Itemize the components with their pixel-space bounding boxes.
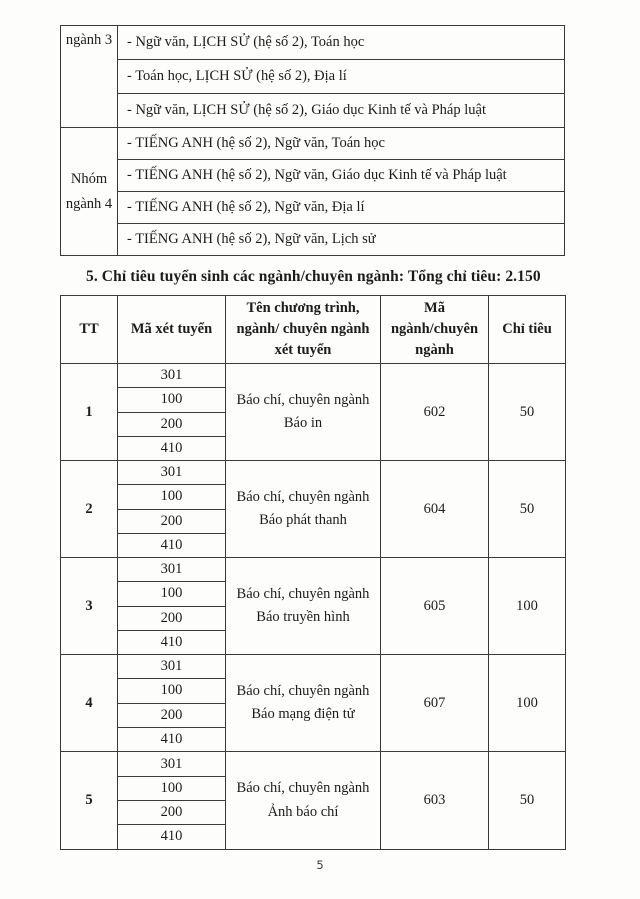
admission-code: 100 [118, 388, 225, 412]
admission-code: 100 [118, 679, 225, 703]
program-name-cell: Báo chí, chuyên ngành Ảnh báo chí [226, 752, 381, 850]
admission-code: 301 [118, 655, 225, 679]
major-code-cell: 604 [381, 461, 489, 558]
group-label: ngành 3 [61, 26, 118, 128]
admission-codes-cell [118, 364, 226, 461]
admission-code: 410 [160, 828, 183, 845]
header-major-code: Mã ngành/chuyên ngành [381, 296, 489, 364]
quota-cell: 50 [489, 364, 566, 461]
admission-code: 100 [118, 777, 225, 801]
quota-cell: 50 [489, 752, 566, 850]
quota-cell: 50 [489, 461, 566, 558]
major-code-cell: 602 [381, 364, 489, 461]
admission-code: 200 [118, 607, 225, 631]
major-code-cell: 603 [381, 752, 489, 850]
quota-row [61, 655, 566, 752]
program-name-cell: Báo chí, chuyên ngành Báo in [226, 364, 381, 461]
combination-row: - Ngữ văn, LỊCH SỬ (hệ số 2), Giáo dục Kinh tế và Pháp luật [118, 94, 565, 128]
header-tt: TT [61, 296, 118, 364]
quota-table [60, 295, 566, 850]
admission-code: 410 [160, 536, 183, 553]
admission-codes-cell [118, 461, 226, 558]
combination-row: - TIẾNG ANH (hệ số 2), Ngữ văn, Giáo dục Kinh tế và Pháp luật [118, 160, 565, 192]
group-label: Nhóm ngành 4 [61, 128, 118, 256]
tt-cell: 5 [61, 752, 118, 850]
admission-code: 100 [118, 485, 225, 509]
admission-code: 200 [118, 413, 225, 437]
page-number: 5 [316, 858, 324, 872]
section-title: 5. Chỉ tiêu tuyển sinh các ngành/chuyên ngành: Tổng chỉ tiêu: 2.150 [86, 268, 541, 285]
program-name-cell: Báo chí, chuyên ngành Báo truyền hình [226, 558, 381, 655]
tt-cell: 3 [61, 558, 118, 655]
major-code-cell: 605 [381, 558, 489, 655]
admission-code: 410 [160, 439, 183, 456]
quota-table-header-row [61, 296, 566, 364]
admission-code: 301 [118, 461, 225, 485]
program-name-cell: Báo chí, chuyên ngành Báo mạng điện tử [226, 655, 381, 752]
admission-code: 200 [118, 510, 225, 534]
quota-row [61, 752, 566, 850]
major-code-cell: 607 [381, 655, 489, 752]
quota-cell: 100 [489, 558, 566, 655]
admission-code: 200 [118, 801, 225, 825]
tt-cell: 2 [61, 461, 118, 558]
program-name-cell: Báo chí, chuyên ngành Báo phát thanh [226, 461, 381, 558]
quota-row [61, 558, 566, 655]
admission-code: 410 [160, 633, 183, 650]
admission-code: 100 [118, 582, 225, 606]
admission-codes-cell [118, 558, 226, 655]
quota-cell: 100 [489, 655, 566, 752]
tt-cell: 1 [61, 364, 118, 461]
combination-row: - TIẾNG ANH (hệ số 2), Ngữ văn, Toán học [118, 128, 565, 160]
header-program-name: Tên chương trình, ngành/ chuyên ngành xét tuyển [226, 296, 381, 364]
admission-code: 410 [160, 730, 183, 747]
tt-cell: 4 [61, 655, 118, 752]
header-quota: Chỉ tiêu [489, 296, 566, 364]
combination-row: - TIẾNG ANH (hệ số 2), Ngữ văn, Địa lí [118, 192, 565, 224]
admission-codes-cell [118, 752, 226, 850]
admission-code: 301 [118, 558, 225, 582]
admission-code: 301 [118, 753, 225, 777]
combination-row: - TIẾNG ANH (hệ số 2), Ngữ văn, Lịch sử [118, 224, 565, 256]
quota-row [61, 364, 566, 461]
quota-row [61, 461, 566, 558]
combination-row: - Toán học, LỊCH SỬ (hệ số 2), Địa lí [118, 60, 565, 94]
combination-table [60, 25, 565, 256]
admission-codes-cell [118, 655, 226, 752]
admission-code: 200 [118, 704, 225, 728]
header-admission-code: Mã xét tuyển [118, 296, 226, 364]
combination-row: - Ngữ văn, LỊCH SỬ (hệ số 2), Toán học [118, 26, 565, 60]
admission-code: 301 [118, 364, 225, 388]
